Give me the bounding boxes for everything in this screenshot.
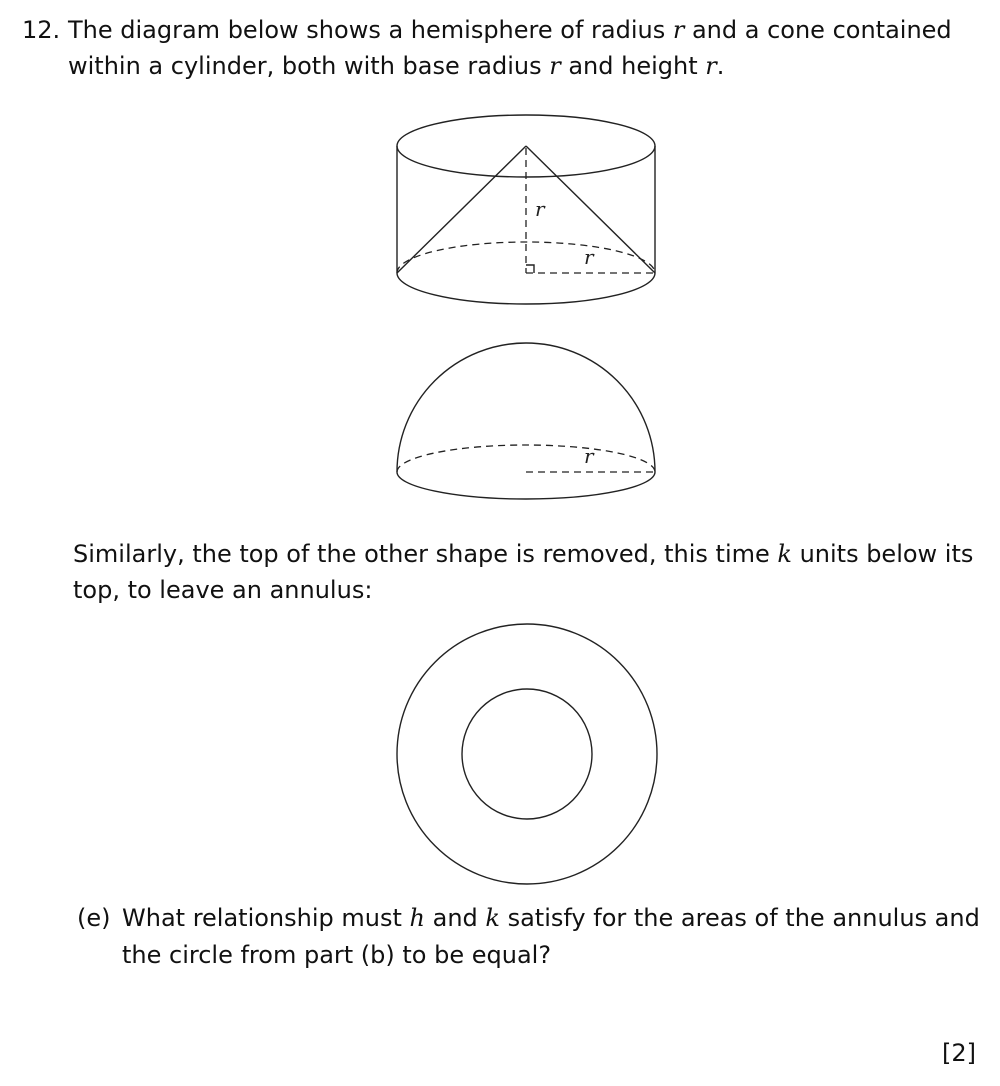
annulus-inner-circle bbox=[462, 689, 592, 819]
similarly-text: Similarly, the top of the other shape is removed, this time k units below its top, to leave an annulus: bbox=[73, 540, 974, 604]
question-intro-text: The diagram below shows a hemisphere of radius r and a cone contained within a cylinder, both with base radius r and height r. bbox=[68, 16, 952, 80]
marks-label: [2] bbox=[942, 1039, 976, 1067]
question-number: 12. bbox=[22, 16, 61, 44]
hemisphere-radius-label: r bbox=[584, 444, 594, 468]
part-e-label: (e) bbox=[77, 904, 111, 932]
cylinder-height-label: r bbox=[535, 197, 545, 221]
annulus-outer-circle bbox=[397, 624, 657, 884]
cylinder-radius-label: r bbox=[584, 245, 594, 269]
part-e-text: What relationship must h and k satisfy for the areas of the annulus and the circle from part (b) to be equal? bbox=[122, 904, 980, 969]
